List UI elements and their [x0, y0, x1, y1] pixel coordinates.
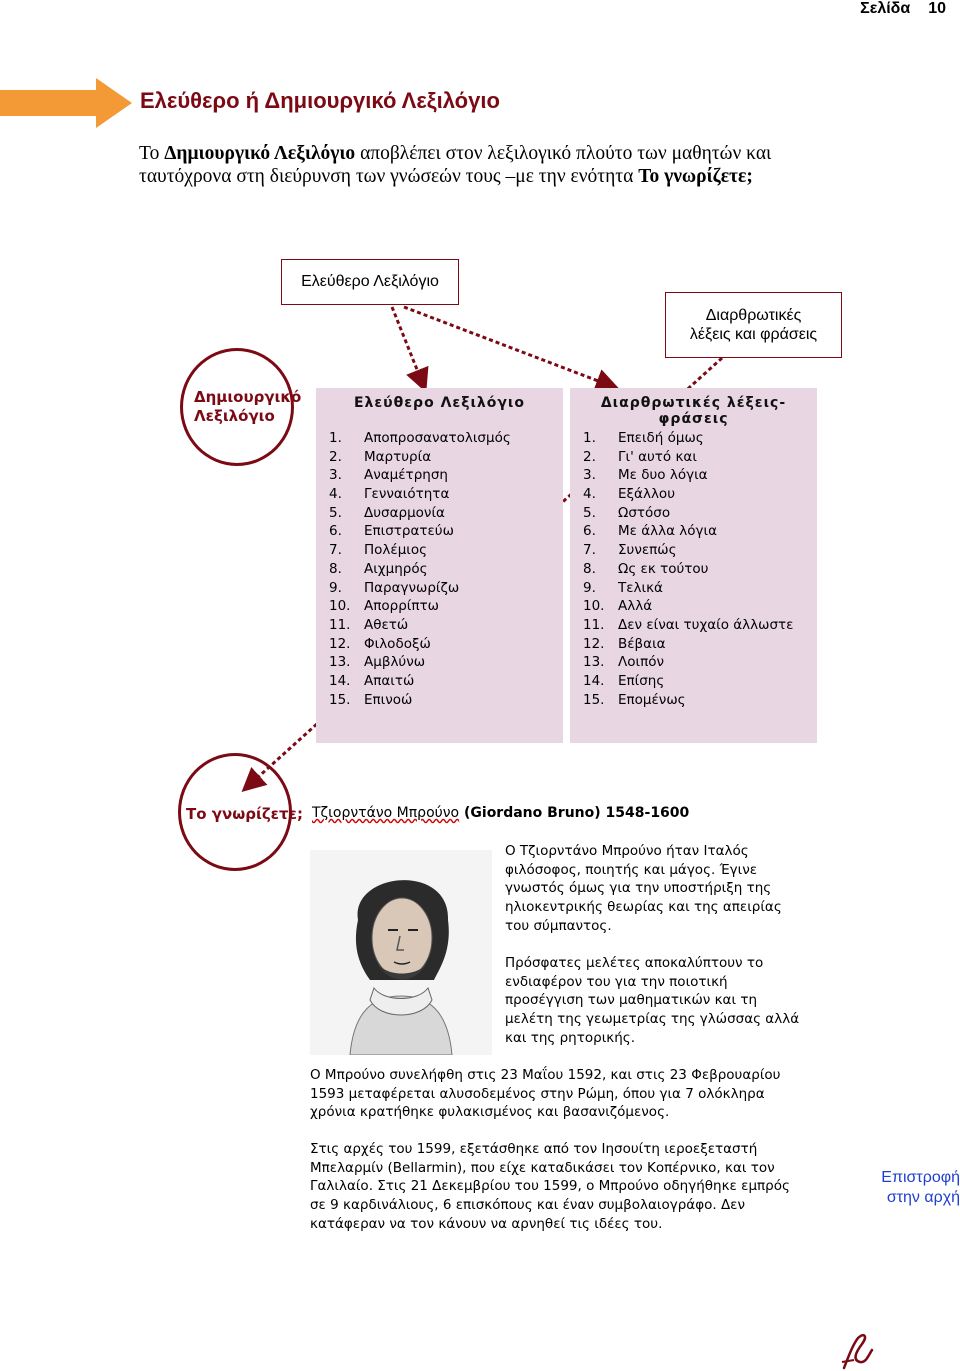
list-item: 4. Εξάλλου	[583, 486, 676, 503]
free-vocabulary-callout: Ελεύθερο Λεξιλόγιο	[281, 259, 459, 305]
list-item: 1. Αποπροσανατολισμός	[329, 430, 511, 446]
publisher-logo-icon	[838, 1332, 878, 1370]
list-item: 13. Αμβλύνω	[329, 654, 426, 671]
list-item: 12. Βέβαια	[583, 635, 666, 652]
structural-callout-line-2: λέξεις και φράσεις	[689, 326, 818, 343]
page-value: 10	[928, 0, 946, 17]
article-paragraph-1: Ο Τζιορντάνο Μπρούνο ήταν Ιταλός φιλόσοφος, ποιητής και μάγος. Έγινε γνωστός όμως για την υποστήριξη της ηλιοκεντρικής θεωρίας και της απειρίας του σύμπαντος.	[505, 843, 782, 934]
list-item: 1. Επειδή όμως	[583, 430, 704, 446]
back-link-line-1[interactable]: Επιστροφή	[881, 1169, 960, 1186]
list-item: 5. Δυσαρμονία	[329, 504, 445, 521]
list-item: 2. Γι' αυτό και	[583, 448, 697, 465]
page-label: Σελίδα	[860, 0, 911, 17]
list-item: 8. Αιχμηρός	[329, 560, 428, 577]
section-arrow-icon	[0, 78, 132, 128]
creative-label-line-2: Λεξιλόγιο	[194, 407, 275, 425]
list-item: 14. Απαιτώ	[329, 672, 415, 689]
list-item: 13. Λοιπόν	[583, 654, 664, 671]
intro-bold-1: Δημιουργικό Λεξιλόγιο	[164, 143, 356, 164]
structural-words-list	[583, 430, 793, 710]
list-item: 10. Αλλά	[583, 598, 653, 615]
structural-words-column-title: Διαρθρωτικές λέξεις-φράσεις	[600, 395, 787, 427]
article-paragraph-3: Ο Μπρούνο συνελήφθη στις 23 Μαΐου 1592, και στις 23 Φεβρουαρίου 1593 μεταφέρεται αλυσοδεμένος στην Ρώμη, όπου για 7 ολόκληρα χρόνια κρατήθηκε φυλακισμένος και βασανιζόμενος.	[310, 1067, 781, 1121]
list-item: 8. Ως εκ τούτου	[583, 560, 709, 577]
free-vocabulary-column	[316, 388, 563, 743]
page-number	[842, 0, 946, 18]
list-item: 3. Με δυο λόγια	[583, 467, 708, 484]
list-item: 15. Επομένως	[583, 691, 686, 708]
intro-text-2: αποβλέπει στον λεξιλογικό πλούτο των μαθητών και ταυτόχρονα στη διεύρυνση των γνώσεών τους –με την ενότητα	[139, 143, 772, 187]
list-item: 5. Ωστόσο	[583, 504, 671, 521]
list-item: 3. Αναμέτρηση	[329, 467, 448, 484]
back-to-top-link[interactable]	[866, 1168, 960, 1208]
free-vocabulary-column-title: Ελεύθερο Λεξιλόγιο	[353, 395, 526, 411]
structural-callout-line-1: Διαρθρωτικές	[705, 307, 802, 324]
intro-paragraph	[139, 142, 859, 188]
article-paragraph-2: Πρόσφατες μελέτες αποκαλύπτουν το ενδιαφέρον του για την ποιοτική προσέγγιση των μαθηματικών και τη μελέτη της γεωμετρίας της γλώσσας αλλά και της ρητορικής.	[505, 955, 800, 1046]
back-link-line-2[interactable]: στην αρχή	[886, 1189, 960, 1206]
list-item: 14. Επίσης	[583, 672, 665, 689]
structural-words-callout	[665, 292, 842, 358]
giordano-bruno-portrait	[310, 850, 492, 1055]
intro-text-1: Το	[139, 143, 165, 164]
list-item: 4. Γενναιότητα	[329, 486, 450, 503]
list-item: 10. Απορρίπτω	[329, 598, 439, 615]
list-item: 7. Πολέμιος	[329, 542, 428, 559]
section-heading: Ελεύθερο ή Δημιουργικό Λεξιλόγιο	[140, 88, 500, 113]
list-item: 11. Αθετώ	[329, 616, 409, 633]
free-vocabulary-list	[329, 430, 511, 710]
list-item: 9. Τελικά	[583, 579, 663, 596]
intro-bold-2: Το γνωρίζετε;	[638, 166, 753, 187]
article-title	[312, 805, 689, 821]
list-item: 2. Μαρτυρία	[329, 448, 432, 465]
list-item: 15. Επινοώ	[329, 691, 413, 708]
did-you-know-label: Το γνωρίζετε;	[186, 805, 303, 823]
list-item: 12. Φιλοδοξώ	[329, 635, 431, 652]
list-item: 11. Δεν είναι τυχαίο άλλωστε	[583, 616, 794, 633]
article-title-name: Τζιορντάνο Μπρούνο	[312, 805, 460, 821]
list-item: 6. Με άλλα λόγια	[583, 523, 718, 540]
list-item: 6. Επιστρατεύω	[329, 523, 454, 540]
structural-words-column	[570, 388, 817, 743]
creative-vocabulary-label	[194, 388, 301, 426]
article-paragraph-4: Στις αρχές του 1599, εξετάσθηκε από τον Ιησουίτη ιεροεξεταστή Μπελαρμίν (Bellarmin), που είχε καταδικάσει τον Κοπέρνικο, και τον Γαλιλαίο. Στις 21 Δεκεμβρίου του 1599, ο Μπρούνο οδηγήθηκε εμπρός σε 9 καρδινάλιους, 6 επισκόπους και έναν συμβολαιογράφο. Δεν κατάφεραν να τον κάνουν να αρνηθεί τις ιδέες του.	[310, 1141, 790, 1232]
list-item: 9. Παραγνωρίζω	[329, 579, 460, 596]
article-title-rest: (Giordano Bruno) 1548-1600	[459, 805, 690, 821]
creative-label-line-1: Δημιουργικό	[194, 388, 302, 406]
list-item: 7. Συνεπώς	[583, 542, 677, 559]
